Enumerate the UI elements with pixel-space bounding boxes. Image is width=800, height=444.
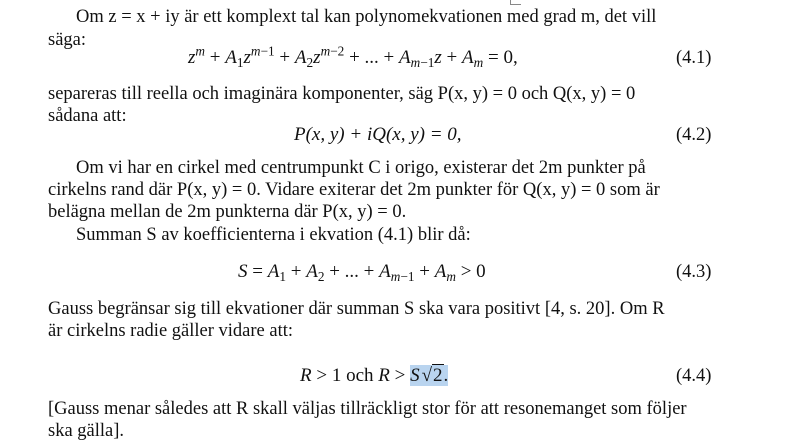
equation-4-3-number: (4.3) <box>676 262 712 282</box>
paragraph-3-line-3: belägna mellan de 2m punkterna där P(x, y) = 0. <box>48 202 407 222</box>
equation-4-4-number: (4.4) <box>676 366 712 386</box>
paragraph-5-line-1: Gauss begränsar sig till ekvationer där summan S ska vara positivt [4, s. 20]. Om R <box>48 299 665 319</box>
paragraph-6-line-1: [Gauss menar således att R skall väljas tillräckligt stor för att resonemanget som följer <box>48 399 687 419</box>
paragraph-1-line-1: Om z = x + iy är ett komplext tal kan polynomekvationen med grad m, det vill <box>76 7 657 27</box>
equation-4-2: P(x, y) + iQ(x, y) = 0, <box>294 124 462 145</box>
equation-4-4: R > 1 och R > S √2. <box>300 365 449 386</box>
equation-4-3: $S = A_1 + A_2$ + ... + $A_{m-1} + A_m > 0$ <box>238 261 486 284</box>
paragraph-2-line-2: sådana att: <box>48 106 127 126</box>
page-top-fragment <box>510 0 521 5</box>
paragraph-4-line-1: Summan S av koefficienterna i ekvation (4.1) blir då: <box>76 225 471 245</box>
paragraph-3-line-2: cirkelns rand där P(x, y) = 0. Vidare exiterar det 2m punkter för Q(x, y) = 0 som är <box>48 180 660 200</box>
equation-4-2-number: (4.2) <box>676 125 712 145</box>
equation-4-1: $z^m + A_1z^{m-1} + A_2z^{m-2}$ + ... + $A_{m-1}z + A_m = 0$, <box>188 43 518 70</box>
paragraph-1-line-2: säga: <box>48 30 87 50</box>
paragraph-6-line-2: ska gälla]. <box>48 421 125 441</box>
paragraph-5-line-2: är cirkelns radie gäller vidare att: <box>48 321 293 341</box>
equation-4-1-number: (4.1) <box>676 48 712 68</box>
paragraph-2-line-1: separeras till reella och imaginära komponenter, säg P(x, y) = 0 och Q(x, y) = 0 <box>48 84 636 104</box>
selection-highlight: S √2. <box>410 365 449 386</box>
paragraph-3-line-1: Om vi har en cirkel med centrumpunkt C i origo, existerar det 2m punkter på <box>76 158 646 178</box>
